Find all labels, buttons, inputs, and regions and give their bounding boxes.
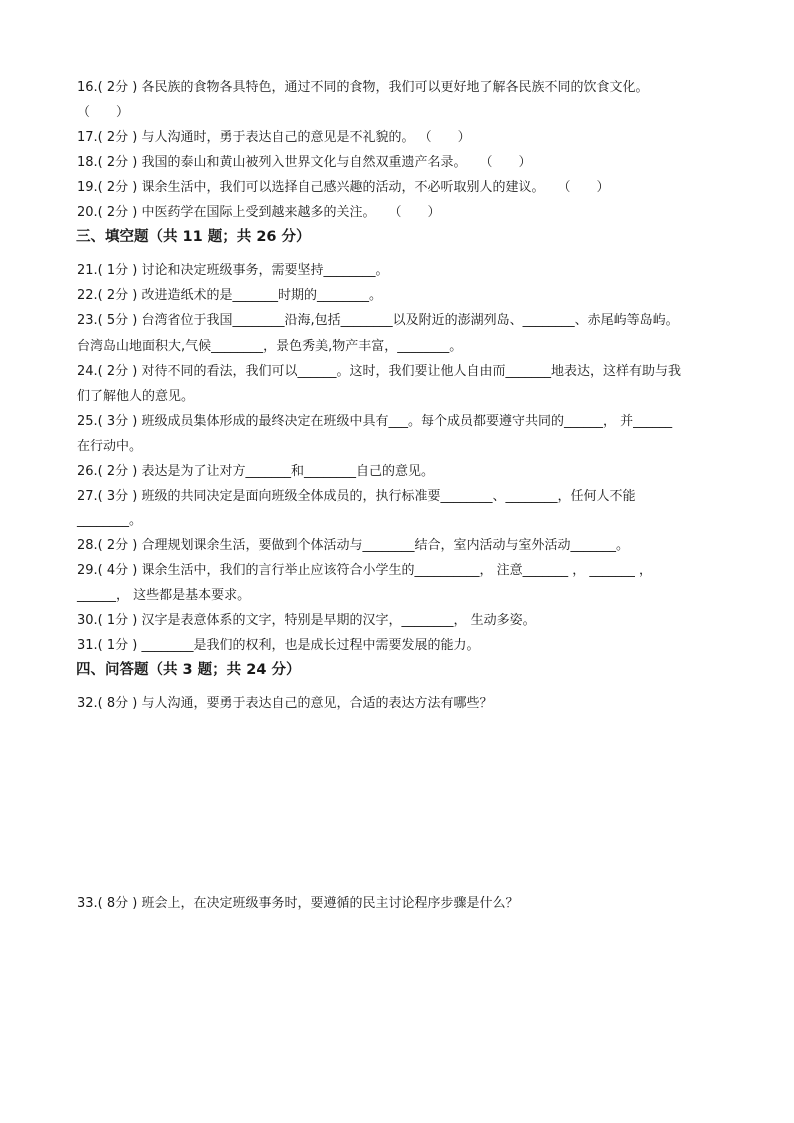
question-27-line2: ________。 <box>77 513 143 528</box>
question-23-line2: 台湾岛山地面积大,气候________，景色秀美,物产丰富，________。 <box>77 339 463 354</box>
question-24-line1: 24.( 2分 ) 对待不同的看法，我们可以______。这时，我们要让他人自由而_______地表达，这样有助与我 <box>77 364 681 379</box>
question-29-line2: ______， 这些都是基本要求。 <box>77 588 251 603</box>
question-23-line1: 23.( 5分 ) 台湾省位于我国________沿海,包括________以及附近的澎湖列岛、________、赤尾屿等岛屿。 <box>77 313 679 328</box>
question-19: 19.( 2分 ) 课余生活中，我们可以选择自己感兴趣的活动，不必听取别人的建议。 （ ） <box>77 180 610 195</box>
qa-section-heading: 四、问答题（共 3 题；共 24 分） <box>76 662 301 678</box>
question-20: 20.( 2分 ) 中医药学在国际上受到越来越多的关注。 （ ） <box>77 205 441 220</box>
question-33: 33.( 8分 ) 班会上，在决定班级事务时，要遵循的民主讨论程序步骤是什么？ <box>77 896 519 911</box>
question-21: 21.( 1分 ) 讨论和决定班级事务，需要坚持________。 <box>77 263 389 278</box>
question-31: 31.( 1分 ) ________是我们的权利，也是成长过程中需要发展的能力。 <box>77 638 480 653</box>
question-27-line1: 27.( 3分 ) 班级的共同决定是面向班级全体成员的，执行标准要________、________，任何人不能 <box>77 489 636 504</box>
question-28: 28.( 2分 ) 合理规划课余生活，要做到个体活动与________结合，室内活动与室外活动_______。 <box>77 538 629 553</box>
question-25-line1: 25.( 3分 ) 班级成员集体形成的最终决定在班级中具有___。每个成员都要遵守共同的______， 并______ <box>77 414 673 429</box>
fill-section-heading: 三、填空题（共 11 题；共 26 分） <box>76 229 311 245</box>
question-18: 18.( 2分 ) 我国的泰山和黄山被列入世界文化与自然双重遗产名录。 （ ） <box>77 155 532 170</box>
question-22: 22.( 2分 ) 改进造纸术的是_______时期的________。 <box>77 288 382 303</box>
question-16-line2: （ ） <box>77 105 130 120</box>
question-16-line1: 16.( 2分 ) 各民族的食物各具特色，通过不同的食物，我们可以更好地了解各民族不同的饮食文化。 <box>77 80 649 95</box>
question-26: 26.( 2分 ) 表达是为了让对方_______和________自己的意见。 <box>77 464 434 479</box>
question-32: 32.( 8分 ) 与人沟通，要勇于表达自己的意见，合适的表达方法有哪些？ <box>77 696 493 711</box>
question-25-line2: 在行动中。 <box>77 439 143 454</box>
question-29-line1: 29.( 4分 ) 课余生活中，我们的言行举止应该符合小学生的__________， 注意_______ ， _______ ， <box>77 563 653 578</box>
question-17: 17.( 2分 ) 与人沟通时，勇于表达自己的意见是不礼貌的。 （ ） <box>77 130 471 145</box>
question-30: 30.( 1分 ) 汉字是表意体系的文字，特别是早期的汉字，________， 生动多姿。 <box>77 613 536 628</box>
question-24-line2: 们了解他人的意见。 <box>77 389 195 404</box>
